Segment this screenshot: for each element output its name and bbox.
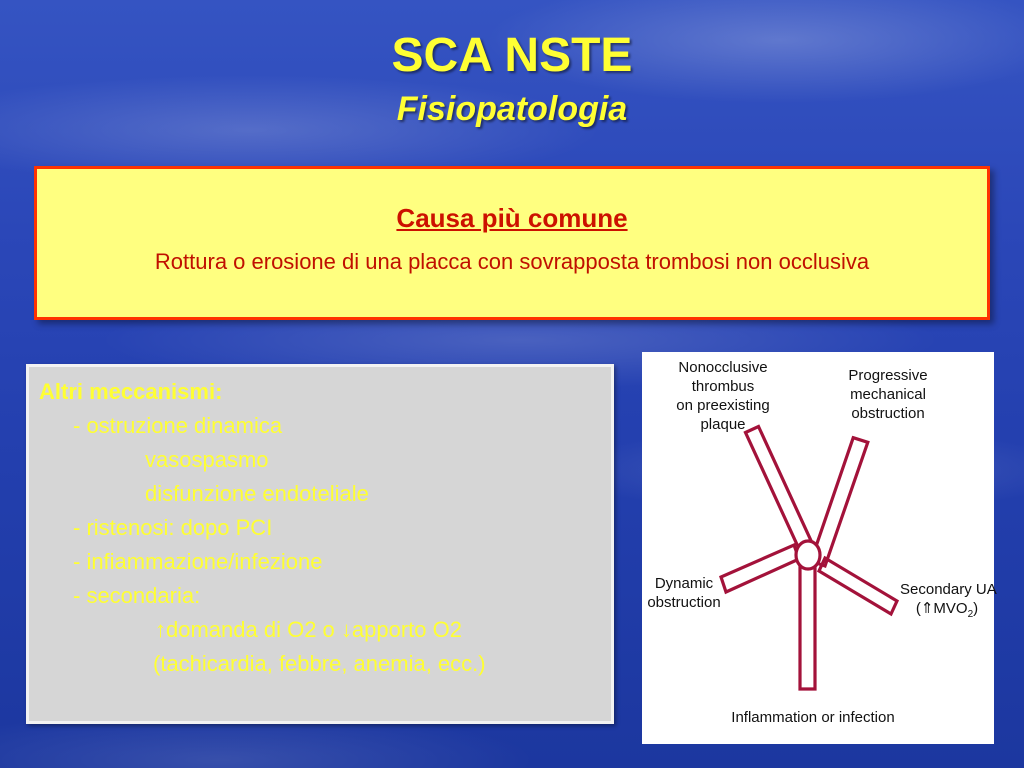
label-inflammation-infection: Inflammation or infection — [731, 709, 895, 726]
label-dynamic-obstruction: Dynamic obstruction — [647, 575, 721, 611]
label-secondary-ua: Secondary UA $(⇑MVO_2)$ — [900, 581, 997, 620]
mechanism-subitem: vasospasmo — [145, 447, 269, 472]
mechanism-item: - ristenosi: dopo PCI — [73, 515, 273, 540]
cause-text: Rottura o erosione di una placca con sovrapposta trombosi non occlusiva — [154, 249, 870, 274]
pathophysiology-figure — [642, 352, 997, 744]
mechanisms-heading: Altri meccanismi: — [39, 379, 223, 404]
slide-subtitle: Fisiopatologia — [396, 90, 628, 128]
mechanism-subitem: disfunzione endoteliale — [145, 481, 369, 506]
hub-circle — [796, 541, 820, 569]
mechanism-subitem: (tachicardia, febbre, anemia, ecc.) — [153, 651, 486, 676]
cause-heading: Causa più comune — [396, 203, 628, 233]
spoke-secondary — [819, 558, 897, 614]
mechanism-item: - ostruzione dinamica — [73, 413, 283, 438]
cause-box — [34, 166, 990, 320]
mechanisms-box — [26, 364, 614, 724]
label-nonocclusive-thrombus: Nonocclusive thrombus on preexisting plaque — [676, 359, 770, 433]
mechanism-subitem: ↑domanda di O2 o ↓apporto O2 — [155, 617, 462, 642]
mechanism-item: - infiammazione/infezione — [73, 549, 323, 574]
spoke-nonocclusive — [746, 427, 814, 552]
label-progressive-obstruction: Progressive mechanical obstruction — [848, 367, 928, 422]
spoke-inflammation — [800, 566, 815, 689]
mechanism-item: - secondaria: — [73, 583, 201, 608]
slide-title: SCA NSTE — [391, 29, 633, 82]
spoke-dynamic — [721, 545, 799, 592]
